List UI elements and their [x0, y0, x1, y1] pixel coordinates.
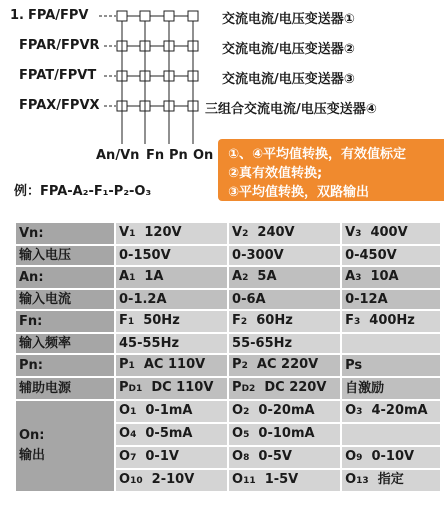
model-number: 1.	[10, 8, 24, 23]
row-head: Vn:	[16, 223, 114, 244]
table-row	[16, 223, 440, 244]
table-cell: 55-65Hz	[229, 334, 340, 353]
table-cell	[342, 424, 440, 445]
table-cell: V1 120V	[116, 223, 227, 244]
code-box	[140, 11, 150, 21]
table-cell: O3 4-20mA	[342, 401, 440, 422]
table-row	[16, 378, 440, 399]
row-head: 输入频率	[16, 334, 114, 353]
row-head: 输入电压	[16, 246, 114, 265]
table-cell: A3 10A	[342, 267, 440, 288]
table-cell: V3 400V	[342, 223, 440, 244]
example-code: 例：FPA-A₂-F₁-P₂-O₃	[14, 184, 152, 199]
table-cell: PD2 DC 220V	[229, 378, 340, 399]
table-cell: A2 5A	[229, 267, 340, 288]
code-box	[117, 11, 127, 21]
model-description: 交流电流/电压变送器①	[222, 12, 355, 27]
table-cell: 45-55Hz	[116, 334, 227, 353]
table-cell: O1 0-1mA	[116, 401, 227, 422]
table-cell: PD1 DC 110V	[116, 378, 227, 399]
table-cell: F1 50Hz	[116, 311, 227, 332]
code-box	[164, 11, 174, 21]
row-head: An:	[16, 267, 114, 288]
table-row	[16, 290, 440, 309]
table-cell: O10 2-10V	[116, 470, 227, 491]
code-box	[188, 11, 198, 21]
model-name: FPAR/FPVR	[19, 38, 100, 53]
row-head: Pn:	[16, 355, 114, 376]
model-description: 交流电流/电压变送器②	[222, 42, 355, 57]
row-head: On: 输出	[16, 401, 114, 491]
model-name: FPAX/FPVX	[19, 98, 100, 113]
notes-box	[218, 139, 444, 201]
table-row	[16, 246, 440, 265]
table-cell: Ps	[342, 355, 440, 376]
table-cell: O13 指定	[342, 470, 440, 491]
table-cell: 0-6A	[229, 290, 340, 309]
table-cell: 0-12A	[342, 290, 440, 309]
table-cell: 0-300V	[229, 246, 340, 265]
table-cell: O5 0-10mA	[229, 424, 340, 445]
table-cell: 0-150V	[116, 246, 227, 265]
table-cell: O2 0-20mA	[229, 401, 340, 422]
table-cell: P2 AC 220V	[229, 355, 340, 376]
table-row	[16, 355, 440, 376]
model-name: FPA/FPV	[28, 8, 89, 23]
table-row	[16, 267, 440, 288]
row-head: Fn:	[16, 311, 114, 332]
model-description: 三组合交流电流/电压变送器④	[205, 102, 377, 117]
table-cell	[342, 334, 440, 353]
code-label-on: On	[193, 148, 214, 163]
table-cell: 自激励	[342, 378, 440, 399]
table-cell: A1 1A	[116, 267, 227, 288]
table-cell: 0-1.2A	[116, 290, 227, 309]
table-cell: O7 0-1V	[116, 447, 227, 468]
code-label-fn: Fn	[146, 148, 165, 163]
table-cell: O9 0-10V	[342, 447, 440, 468]
model-description: 交流电流/电压变送器③	[222, 72, 355, 87]
table-cell: P1 AC 110V	[116, 355, 227, 376]
table-row	[16, 401, 440, 422]
note-line: ③平均值转换，双路输出	[228, 185, 370, 200]
spec-table	[14, 221, 442, 493]
code-label-pn: Pn	[169, 148, 188, 163]
row-head: 输入电流	[16, 290, 114, 309]
table-row	[16, 334, 440, 353]
table-cell: V2 240V	[229, 223, 340, 244]
model-name: FPAT/FPVT	[19, 68, 97, 83]
table-cell: F2 60Hz	[229, 311, 340, 332]
note-line: ①、④平均值转换，有效值标定	[228, 147, 407, 162]
table-cell: O11 1-5V	[229, 470, 340, 491]
table-cell: 0-450V	[342, 246, 440, 265]
table-cell: F3 400Hz	[342, 311, 440, 332]
code-label-an-vn: An/Vn	[96, 148, 140, 163]
note-line: ②真有效值转换;	[228, 166, 323, 181]
table-row	[16, 311, 440, 332]
table-cell: O4 0-5mA	[116, 424, 227, 445]
row-head: 辅助电源	[16, 378, 114, 399]
table-cell: O8 0-5V	[229, 447, 340, 468]
